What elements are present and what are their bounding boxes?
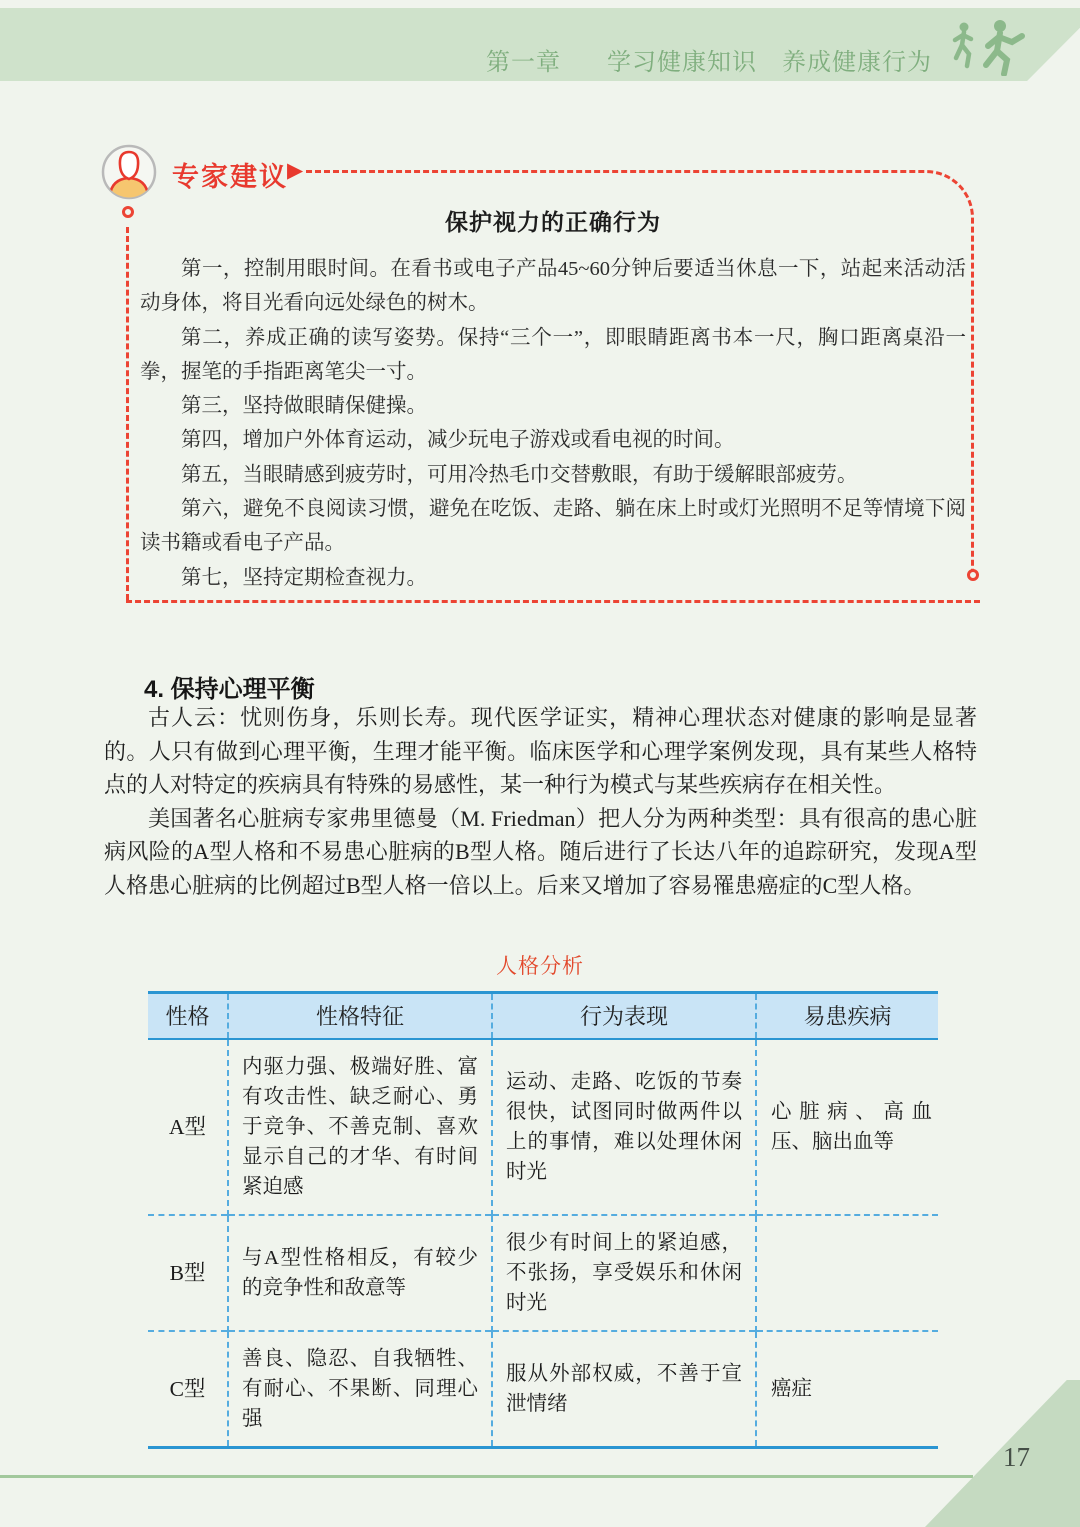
advice-box-ring-bottom (967, 569, 979, 581)
body-paragraph: 美国著名心脏病专家弗里德曼（M. Friedman）把人分为两种类型：具有很高的患心脏病风险的A型人格和不易患心脏病的B型人格。随后进行了长达八年的追踪研究，发现A型人格患心脏病的比例超过B型人格一倍以上。后来又增加了容易罹患癌症的C型人格。 (104, 805, 977, 898)
triangle-pointer-icon: ▶ (287, 158, 304, 182)
advice-item: 第七，坚持定期检查视力。 (181, 566, 427, 589)
personality-table (148, 991, 938, 1449)
cell-traits: 善良、隐忍、自我牺牲、有耐心、不果断、同理心强 (228, 1331, 492, 1448)
advice-box-border-bottom (126, 600, 980, 603)
cell-traits: 内驱力强、极端好胜、富有攻击性、缺乏耐心、勇于竞争、不善克制、喜欢显示自己的才华、有时间紧迫感 (228, 1039, 492, 1215)
cell-disease (756, 1215, 938, 1331)
advice-item: 第五，当眼睛感到疲劳时，可用冷热毛巾交替敷眼，有助于缓解眼部疲劳。 (181, 463, 858, 486)
cell-behavior: 运动、走路、吃饭的节奏很快，试图同时做两件以上的事情，难以处理休闲时光 (492, 1039, 756, 1215)
chapter-label: 第一章 (486, 49, 561, 76)
table-header-row (148, 993, 938, 1039)
expert-avatar-icon (100, 143, 158, 201)
cell-disease: 癌症 (756, 1331, 938, 1448)
advice-item: 第二，养成正确的读写姿势。保持“三个一”，即眼睛距离书本一尺，胸口距离桌沿一拳，握笔的手指距离笔尖一寸。 (140, 326, 966, 383)
advice-box (140, 204, 966, 595)
table-row (148, 1039, 938, 1215)
table-row (148, 1215, 938, 1331)
chapter-title: 学习健康知识 养成健康行为 (607, 49, 932, 76)
advice-item: 第六，避免不良阅读习惯，避免在吃饭、走路、躺在床上时或灯光照明不足等情境下阅读书籍或看电子产品。 (140, 498, 966, 555)
cell-behavior: 服从外部权威，不善于宣泄情绪 (492, 1331, 756, 1448)
advice-item: 第四，增加户外体育运动，减少玩电子游戏或看电视的时间。 (181, 429, 735, 452)
advice-box-border-left (126, 227, 129, 600)
page-header-text (486, 42, 932, 77)
body-paragraph: 古人云：忧则伤身，乐则长寿。现代医学证实，精神心理状态对健康的影响是显著的。人只有做到心理平衡，生理才能平衡。临床医学和心理学案例发现，具有某些人格特点的人对特定的疾病具有特殊的易感性，某一种行为模式与某些疾病存在相关性。 (104, 705, 977, 798)
cell-behavior: 很少有时间上的紧迫感，不张扬，享受娱乐和休闲时光 (492, 1215, 756, 1331)
table-header-cell: 易患疾病 (756, 993, 938, 1039)
table-header-cell: 行为表现 (492, 993, 756, 1039)
section-heading: 4. 保持心理平衡 (144, 676, 315, 703)
advice-item: 第三，坚持做眼睛保健操。 (181, 395, 427, 418)
advice-box-ring-top (122, 206, 134, 218)
table-header-cell: 性格特征 (228, 993, 492, 1039)
advice-box-title: 保护视力的正确行为 (445, 209, 661, 235)
cell-type: A型 (168, 1114, 207, 1139)
running-figures-icon (950, 18, 1028, 76)
expert-advice-label: 专家建议 (172, 162, 288, 192)
table-header-cell: 性格 (148, 993, 228, 1039)
cell-type: C型 (148, 1331, 228, 1448)
table-row (148, 1331, 938, 1448)
cell-disease: 心脏病、高血压、脑出血等 (756, 1039, 938, 1215)
cell-type: B型 (148, 1215, 228, 1331)
footer-rule (0, 1475, 973, 1478)
section-body (104, 701, 977, 903)
page-number: 17 (1003, 1442, 1030, 1472)
table-title: 人格分析 (496, 955, 584, 978)
cell-traits: 与A型性格相反，有较少的竞争性和敌意等 (228, 1215, 492, 1331)
advice-item: 第一，控制用眼时间。在看书或电子产品45~60分钟后要适当休息一下，站起来活动活动身体，将目光看向远处绿色的树木。 (140, 258, 966, 315)
